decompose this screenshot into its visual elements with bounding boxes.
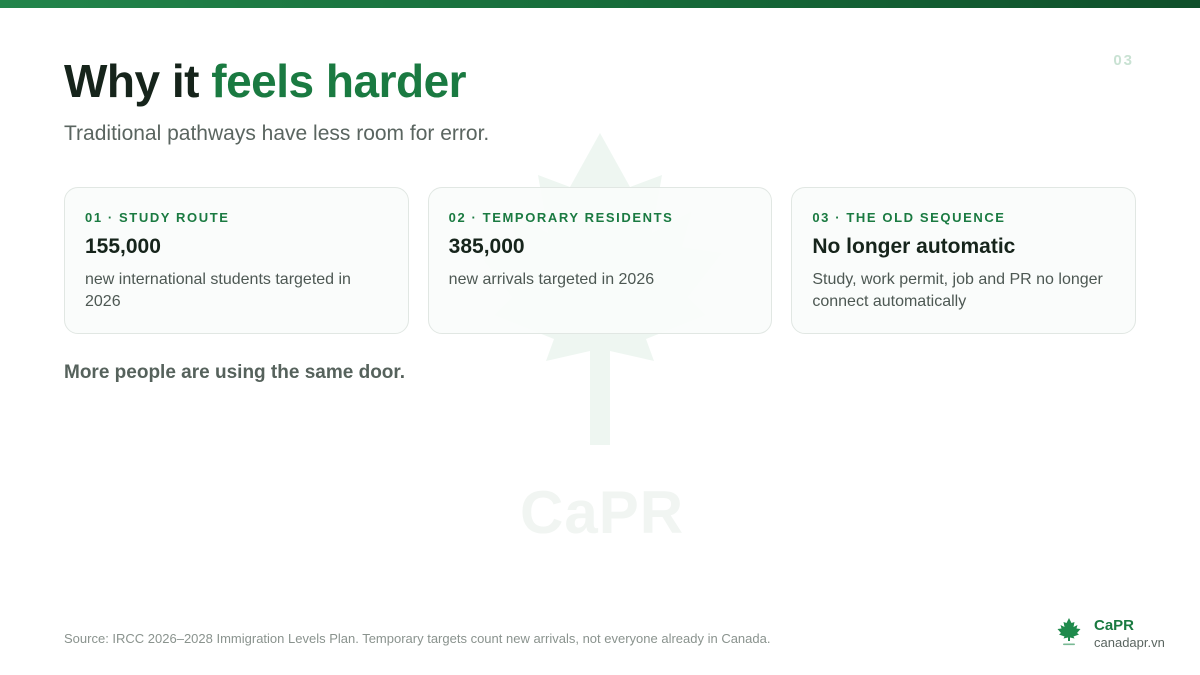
page-number: 03: [1113, 52, 1134, 69]
title-accent: feels harder: [211, 55, 467, 107]
card-description: Study, work permit, job and PR no longer connect automatically: [812, 271, 1103, 310]
card-label: 03 · THE OLD SEQUENCE: [812, 210, 1006, 225]
top-accent-bar: [0, 0, 1200, 8]
card-description: new international students targeted in 2026: [85, 271, 351, 310]
stat-card-old-sequence: [791, 187, 1136, 334]
brand-url: canadapr.vn: [1094, 635, 1165, 650]
card-description: new arrivals targeted in 2026: [448, 271, 655, 288]
stat-cards: [64, 187, 1136, 334]
tagline: More people are using the same door.: [64, 362, 406, 383]
card-value: 155,000: [85, 235, 161, 258]
title-lead: Why it: [64, 55, 212, 107]
watermark-text: CaPR: [520, 479, 685, 546]
stat-card-study-route: [64, 187, 409, 334]
maple-leaf-icon: [1056, 616, 1082, 648]
card-value: No longer automatic: [812, 235, 1016, 258]
card-value: 385,000: [448, 235, 525, 258]
card-label: 01 · STUDY ROUTE: [85, 210, 230, 225]
brand-name: CaPR: [1094, 617, 1135, 634]
page-subtitle: Traditional pathways have less room for error.: [64, 122, 490, 145]
brand-logo: [1056, 614, 1176, 654]
source-note: Source: IRCC 2026–2028 Immigration Levels Plan. Temporary targets count new arrivals, not everyone already in Canada.: [64, 631, 771, 646]
card-label: 02 · TEMPORARY RESIDENTS: [448, 210, 674, 225]
page-title: [64, 54, 466, 108]
stat-card-temporary-residents: [428, 187, 773, 334]
